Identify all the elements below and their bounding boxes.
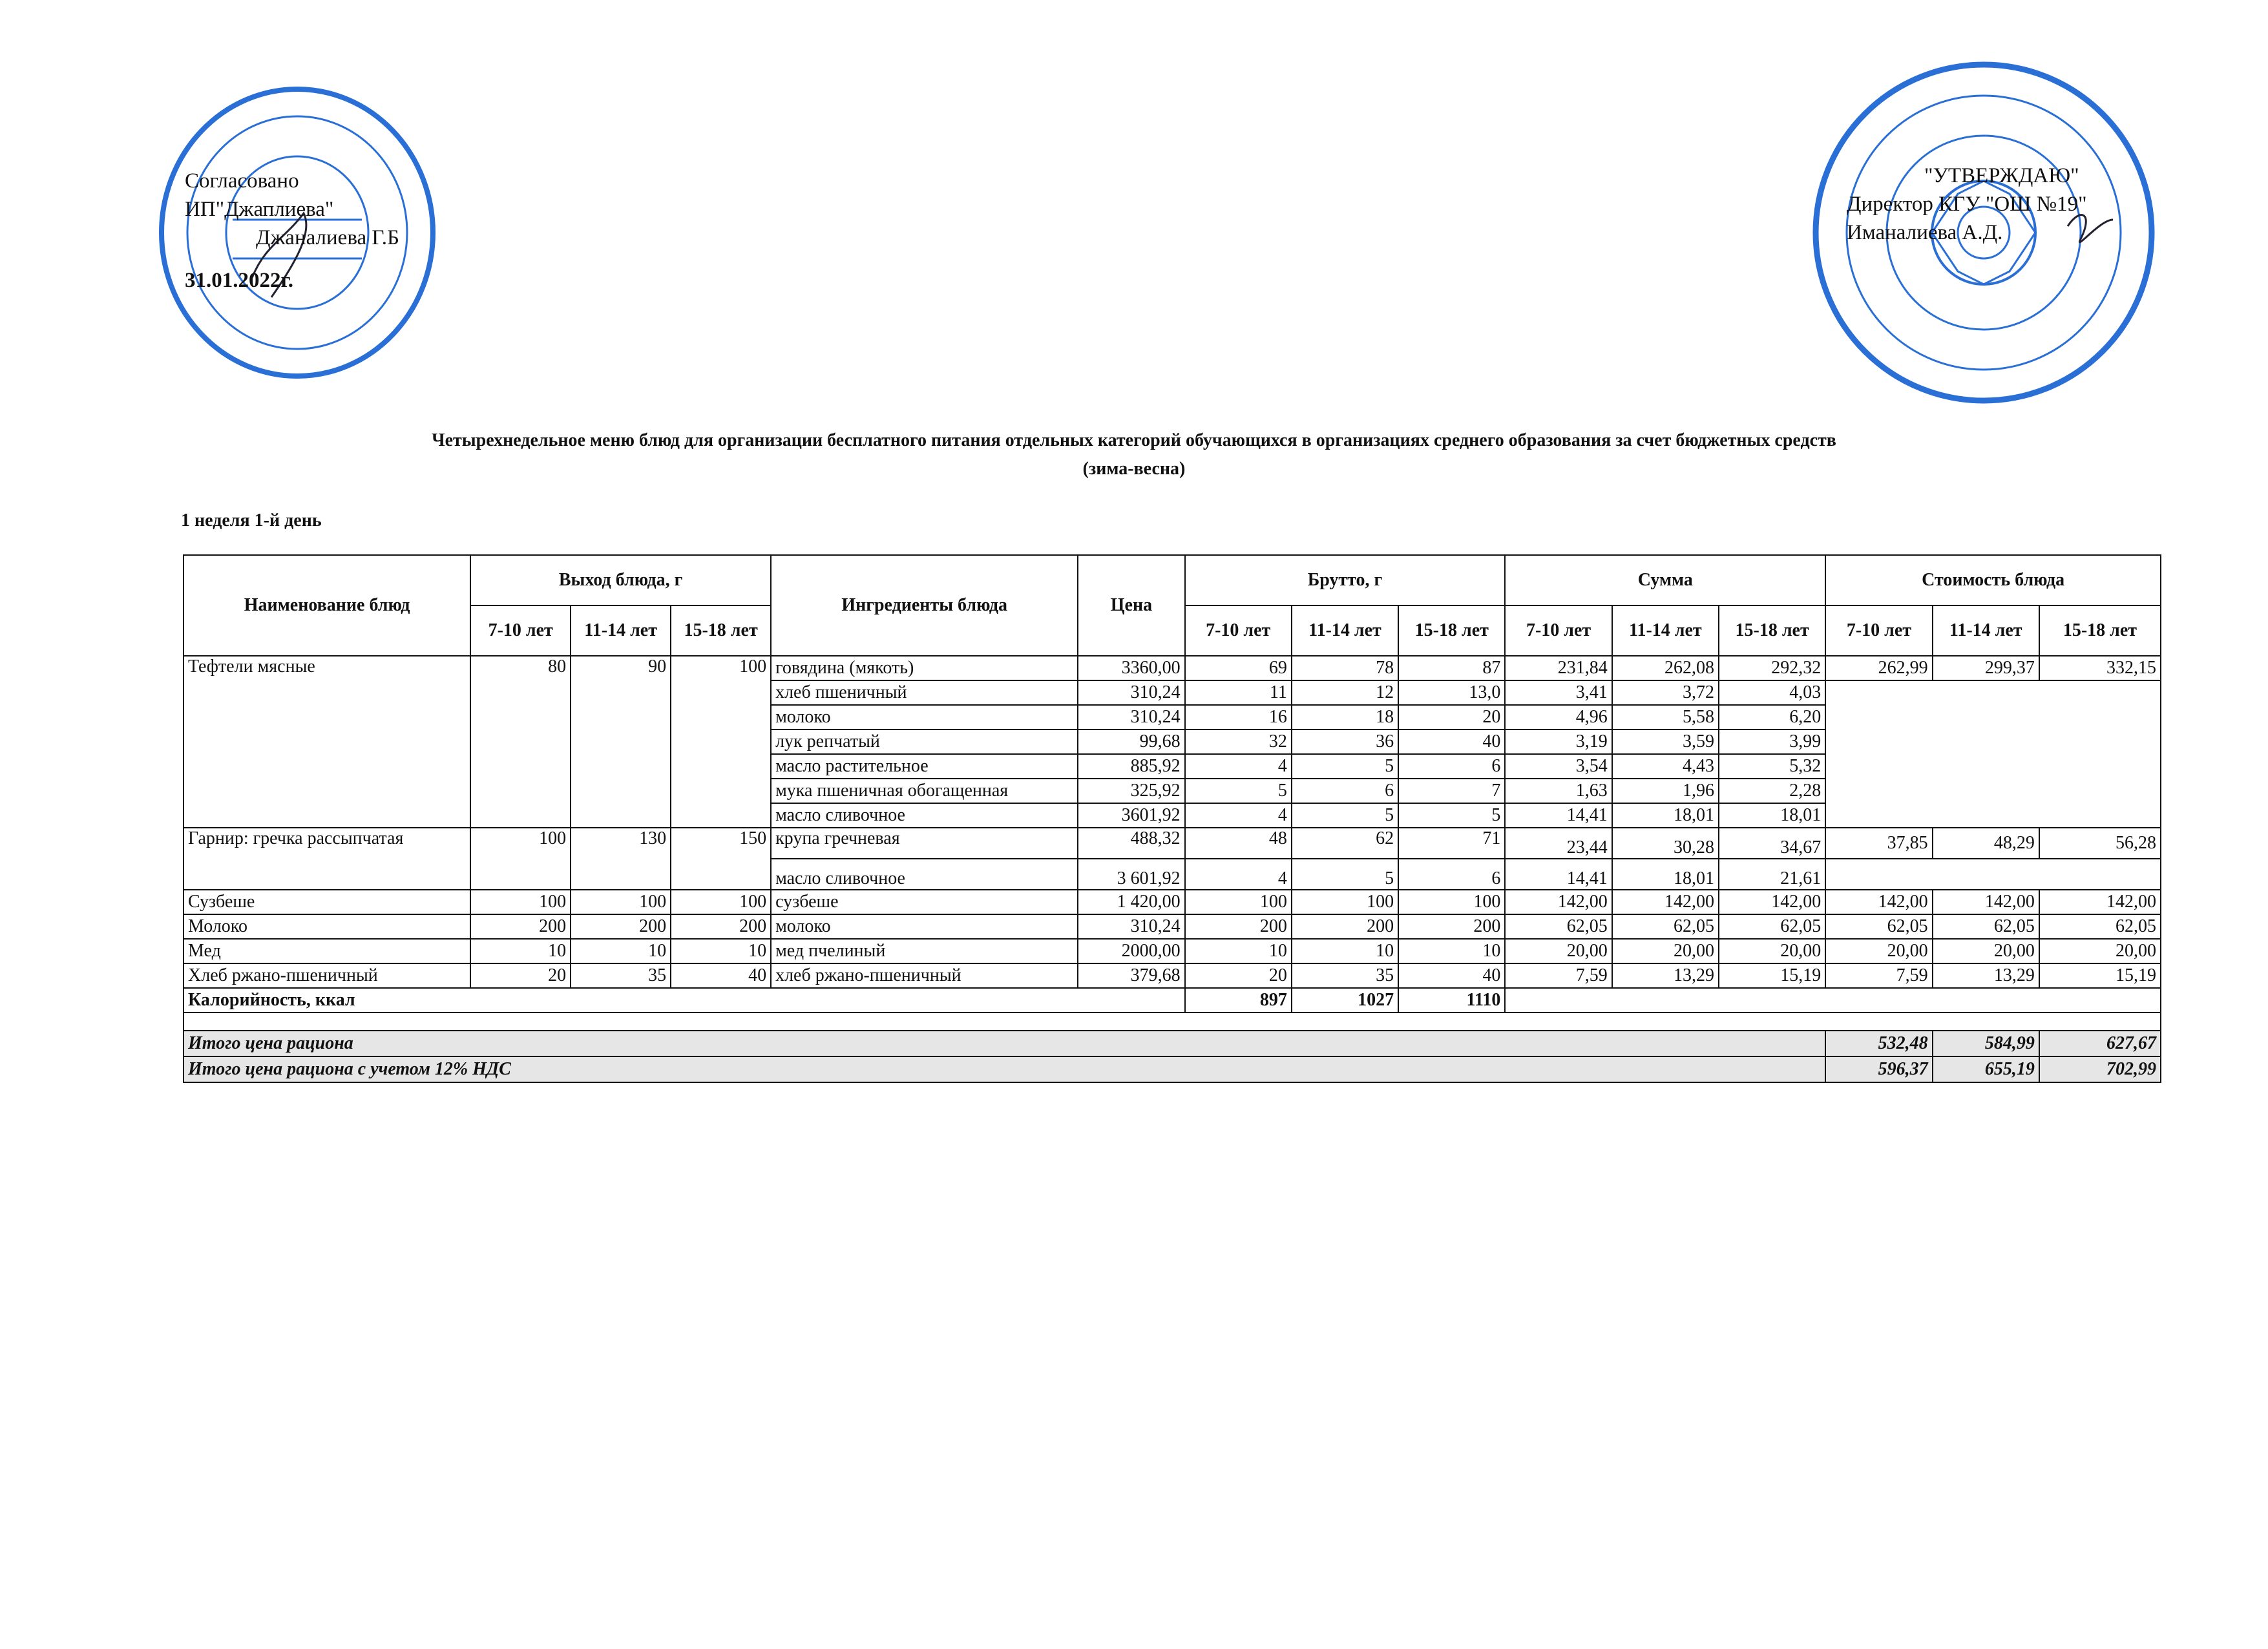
sum-cell: 20,00 (1719, 939, 1825, 963)
gross-cell: 62 (1292, 828, 1398, 859)
gross-cell: 6 (1292, 779, 1398, 803)
total-vat-row (184, 1056, 2161, 1082)
gross-cell: 32 (1185, 730, 1292, 754)
sum-cell: 142,00 (1719, 890, 1825, 914)
approval-right-block (1847, 162, 2087, 247)
price-cell: 310,24 (1078, 914, 1184, 939)
total-vat-value: 702,99 (2039, 1056, 2161, 1082)
cost-cell: 262,99 (1825, 656, 1932, 680)
cost-cell: 299,37 (1933, 656, 2039, 680)
output-cell: 100 (571, 890, 671, 914)
output-cell: 200 (571, 914, 671, 939)
document-title-main: Четырехнедельное меню блюд для организации бесплатного питания отдельных категорий обучающихся в организациях среднего образования за счет бюджетных средств (432, 430, 1836, 450)
cost-cell: 20,00 (1933, 939, 2039, 963)
header-ingredients: Ингредиенты блюда (771, 555, 1078, 656)
dish-name-cell: Молоко (184, 914, 470, 939)
gross-cell: 40 (1398, 730, 1505, 754)
table-row (184, 828, 2161, 859)
gross-cell: 200 (1292, 914, 1398, 939)
gross-cell: 10 (1292, 939, 1398, 963)
gross-cell: 10 (1185, 939, 1292, 963)
gross-cell: 5 (1292, 859, 1398, 890)
ingredient-cell: молоко (771, 914, 1078, 939)
header-cost: Стоимость блюда (1825, 555, 2161, 605)
gross-cell: 6 (1398, 754, 1505, 779)
sum-cell: 3,19 (1505, 730, 1612, 754)
gross-cell: 40 (1398, 963, 1505, 988)
approval-right-position: Директор КГУ "ОШ №19" (1847, 193, 2087, 216)
sum-cell: 20,00 (1612, 939, 1719, 963)
cost-cell: 20,00 (1825, 939, 1932, 963)
gross-cell: 36 (1292, 730, 1398, 754)
price-cell: 310,24 (1078, 680, 1184, 705)
sum-cell: 3,99 (1719, 730, 1825, 754)
ingredient-cell: масло сливочное (771, 803, 1078, 828)
sum-cell: 18,01 (1612, 859, 1719, 890)
sum-cell: 1,63 (1505, 779, 1612, 803)
gross-cell: 11 (1185, 680, 1292, 705)
output-cell: 130 (571, 828, 671, 890)
gross-cell: 20 (1185, 963, 1292, 988)
gross-cell: 71 (1398, 828, 1505, 859)
output-cell: 90 (571, 656, 671, 828)
header-sum-age-15-18: 15-18 лет (1719, 605, 1825, 656)
gross-cell: 48 (1185, 828, 1292, 859)
gross-cell: 6 (1398, 859, 1505, 890)
output-cell: 40 (671, 963, 771, 988)
total-vat-value: 596,37 (1825, 1056, 1932, 1082)
gross-cell: 4 (1185, 803, 1292, 828)
table-row (184, 939, 2161, 963)
cost-cell: 48,29 (1933, 828, 2039, 859)
sum-cell: 6,20 (1719, 705, 1825, 730)
total-row (184, 1031, 2161, 1056)
document-title (0, 426, 2268, 483)
header-gross-age-11-14: 11-14 лет (1292, 605, 1398, 656)
sum-cell: 4,96 (1505, 705, 1612, 730)
header-sum-age-11-14: 11-14 лет (1612, 605, 1719, 656)
calories-value: 1110 (1398, 988, 1505, 1013)
cost-empty-cell (1825, 859, 2161, 890)
price-cell: 885,92 (1078, 754, 1184, 779)
gross-cell: 87 (1398, 656, 1505, 680)
ingredient-cell: хлеб ржано-пшеничный (771, 963, 1078, 988)
cost-cell: 332,15 (2039, 656, 2161, 680)
gross-cell: 100 (1398, 890, 1505, 914)
sum-cell: 20,00 (1505, 939, 1612, 963)
cost-cell: 13,29 (1933, 963, 2039, 988)
output-cell: 10 (571, 939, 671, 963)
gross-cell: 78 (1292, 656, 1398, 680)
gross-cell: 18 (1292, 705, 1398, 730)
sum-cell: 14,41 (1505, 803, 1612, 828)
calories-empty-cell (1505, 988, 2161, 1013)
gross-cell: 4 (1185, 754, 1292, 779)
header-output-age-7-10: 7-10 лет (470, 605, 571, 656)
approval-left-date: 31.01.2022г. (185, 269, 294, 292)
output-cell: 35 (571, 963, 671, 988)
output-cell: 200 (671, 914, 771, 939)
price-cell: 379,68 (1078, 963, 1184, 988)
approval-left-org: ИП"Джаплиева" (185, 198, 334, 221)
cost-cell: 142,00 (1825, 890, 1932, 914)
sum-cell: 3,72 (1612, 680, 1719, 705)
sum-cell: 3,41 (1505, 680, 1612, 705)
output-cell: 200 (470, 914, 571, 939)
output-cell: 20 (470, 963, 571, 988)
week-day-label: 1 неделя 1-й день (181, 510, 322, 530)
ingredient-cell: мед пчелиный (771, 939, 1078, 963)
sum-cell: 62,05 (1719, 914, 1825, 939)
cost-cell: 56,28 (2039, 828, 2161, 859)
total-value: 584,99 (1933, 1031, 2039, 1056)
cost-cell: 62,05 (2039, 914, 2161, 939)
gross-cell: 13,0 (1398, 680, 1505, 705)
menu-table (183, 554, 2161, 1083)
sum-cell: 4,03 (1719, 680, 1825, 705)
sum-cell: 4,43 (1612, 754, 1719, 779)
price-cell: 310,24 (1078, 705, 1184, 730)
price-cell: 2000,00 (1078, 939, 1184, 963)
gross-cell: 5 (1398, 803, 1505, 828)
header-price: Цена (1078, 555, 1184, 656)
ingredient-cell: масло сливочное (771, 859, 1078, 890)
sum-cell: 5,32 (1719, 754, 1825, 779)
cost-cell: 37,85 (1825, 828, 1932, 859)
price-cell: 3 601,92 (1078, 859, 1184, 890)
sum-cell: 142,00 (1612, 890, 1719, 914)
dish-name-cell: Тефтели мясные (184, 656, 470, 828)
sum-cell: 62,05 (1505, 914, 1612, 939)
ingredient-cell: говядина (мякоть) (771, 656, 1078, 680)
document-title-season: (зима-весна) (1082, 459, 1186, 479)
sum-cell: 21,61 (1719, 859, 1825, 890)
sum-cell: 3,54 (1505, 754, 1612, 779)
header-cost-age-11-14: 11-14 лет (1933, 605, 2039, 656)
ingredient-cell: хлеб пшеничный (771, 680, 1078, 705)
cost-empty-cell (1825, 680, 2161, 828)
price-cell: 488,32 (1078, 828, 1184, 859)
price-cell: 1 420,00 (1078, 890, 1184, 914)
header-output-age-11-14: 11-14 лет (571, 605, 671, 656)
header-gross: Брутто, г (1185, 555, 1506, 605)
gross-cell: 200 (1185, 914, 1292, 939)
gross-cell: 200 (1398, 914, 1505, 939)
total-label: Итого цена рациона (184, 1031, 1825, 1056)
gross-cell: 100 (1185, 890, 1292, 914)
dish-name-cell: Мед (184, 939, 470, 963)
ingredient-cell: масло растительное (771, 754, 1078, 779)
approval-right-label: "УТВЕРЖДАЮ" (1924, 164, 2079, 187)
ingredient-cell: мука пшеничная обогащенная (771, 779, 1078, 803)
gross-cell: 69 (1185, 656, 1292, 680)
table-row (184, 656, 2161, 680)
ingredient-cell: лук репчатый (771, 730, 1078, 754)
gross-cell: 10 (1398, 939, 1505, 963)
price-cell: 3601,92 (1078, 803, 1184, 828)
header-cost-age-7-10: 7-10 лет (1825, 605, 1932, 656)
sum-cell: 34,67 (1719, 828, 1825, 859)
sum-cell: 15,19 (1719, 963, 1825, 988)
output-cell: 100 (671, 656, 771, 828)
approval-right-person: Иманалиева А.Д. (1847, 221, 2003, 244)
cost-cell: 15,19 (2039, 963, 2161, 988)
total-value: 627,67 (2039, 1031, 2161, 1056)
total-value: 532,48 (1825, 1031, 1932, 1056)
header-cost-age-15-18: 15-18 лет (2039, 605, 2161, 656)
output-cell: 100 (671, 890, 771, 914)
cost-cell: 62,05 (1933, 914, 2039, 939)
table-row (184, 890, 2161, 914)
cost-cell: 20,00 (2039, 939, 2161, 963)
gross-cell: 7 (1398, 779, 1505, 803)
sum-cell: 292,32 (1719, 656, 1825, 680)
output-cell: 80 (470, 656, 571, 828)
cost-cell: 142,00 (2039, 890, 2161, 914)
sum-cell: 2,28 (1719, 779, 1825, 803)
cost-cell: 62,05 (1825, 914, 1932, 939)
ingredient-cell: сузбеше (771, 890, 1078, 914)
price-cell: 99,68 (1078, 730, 1184, 754)
sum-cell: 1,96 (1612, 779, 1719, 803)
gross-cell: 4 (1185, 859, 1292, 890)
price-cell: 3360,00 (1078, 656, 1184, 680)
gross-cell: 5 (1292, 803, 1398, 828)
dish-name-cell: Сузбеше (184, 890, 470, 914)
sum-cell: 30,28 (1612, 828, 1719, 859)
gross-cell: 12 (1292, 680, 1398, 705)
sum-cell: 14,41 (1505, 859, 1612, 890)
header-output-age-15-18: 15-18 лет (671, 605, 771, 656)
sum-cell: 13,29 (1612, 963, 1719, 988)
header-sum: Сумма (1505, 555, 1825, 605)
sum-cell: 18,01 (1719, 803, 1825, 828)
approval-left-person: Джаналиева Г.Б (256, 226, 399, 249)
cost-cell: 142,00 (1933, 890, 2039, 914)
output-cell: 100 (470, 828, 571, 890)
sum-cell: 62,05 (1612, 914, 1719, 939)
output-cell: 10 (671, 939, 771, 963)
price-cell: 325,92 (1078, 779, 1184, 803)
sum-cell: 7,59 (1505, 963, 1612, 988)
gross-cell: 5 (1185, 779, 1292, 803)
spacer-row (184, 1013, 2161, 1031)
approval-left-block (185, 167, 399, 295)
dish-name-cell: Гарнир: гречка рассыпчатая (184, 828, 470, 890)
approval-left-label: Согласовано (185, 169, 299, 193)
calories-value: 1027 (1292, 988, 1398, 1013)
calories-label: Калорийность, ккал (184, 988, 1185, 1013)
cost-cell: 7,59 (1825, 963, 1932, 988)
ingredient-cell: молоко (771, 705, 1078, 730)
header-gross-age-15-18: 15-18 лет (1398, 605, 1505, 656)
calories-row (184, 988, 2161, 1013)
gross-cell: 5 (1292, 754, 1398, 779)
sum-cell: 5,58 (1612, 705, 1719, 730)
gross-cell: 100 (1292, 890, 1398, 914)
gross-cell: 35 (1292, 963, 1398, 988)
header-output: Выход блюда, г (470, 555, 771, 605)
sum-cell: 23,44 (1505, 828, 1612, 859)
header-sum-age-7-10: 7-10 лет (1505, 605, 1612, 656)
output-cell: 10 (470, 939, 571, 963)
spacer-cell (184, 1013, 2161, 1031)
sum-cell: 142,00 (1505, 890, 1612, 914)
gross-cell: 16 (1185, 705, 1292, 730)
sum-cell: 3,59 (1612, 730, 1719, 754)
total-vat-value: 655,19 (1933, 1056, 2039, 1082)
output-cell: 100 (470, 890, 571, 914)
table-row (184, 963, 2161, 988)
sum-cell: 262,08 (1612, 656, 1719, 680)
output-cell: 150 (671, 828, 771, 890)
header-dish-name: Наименование блюд (184, 555, 470, 656)
sum-cell: 18,01 (1612, 803, 1719, 828)
sum-cell: 231,84 (1505, 656, 1612, 680)
ingredient-cell: крупа гречневая (771, 828, 1078, 859)
header-gross-age-7-10: 7-10 лет (1185, 605, 1292, 656)
gross-cell: 20 (1398, 705, 1505, 730)
table-row (184, 914, 2161, 939)
calories-value: 897 (1185, 988, 1292, 1013)
total-vat-label: Итого цена рациона с учетом 12% НДС (184, 1056, 1825, 1082)
dish-name-cell: Хлеб ржано-пшеничный (184, 963, 470, 988)
